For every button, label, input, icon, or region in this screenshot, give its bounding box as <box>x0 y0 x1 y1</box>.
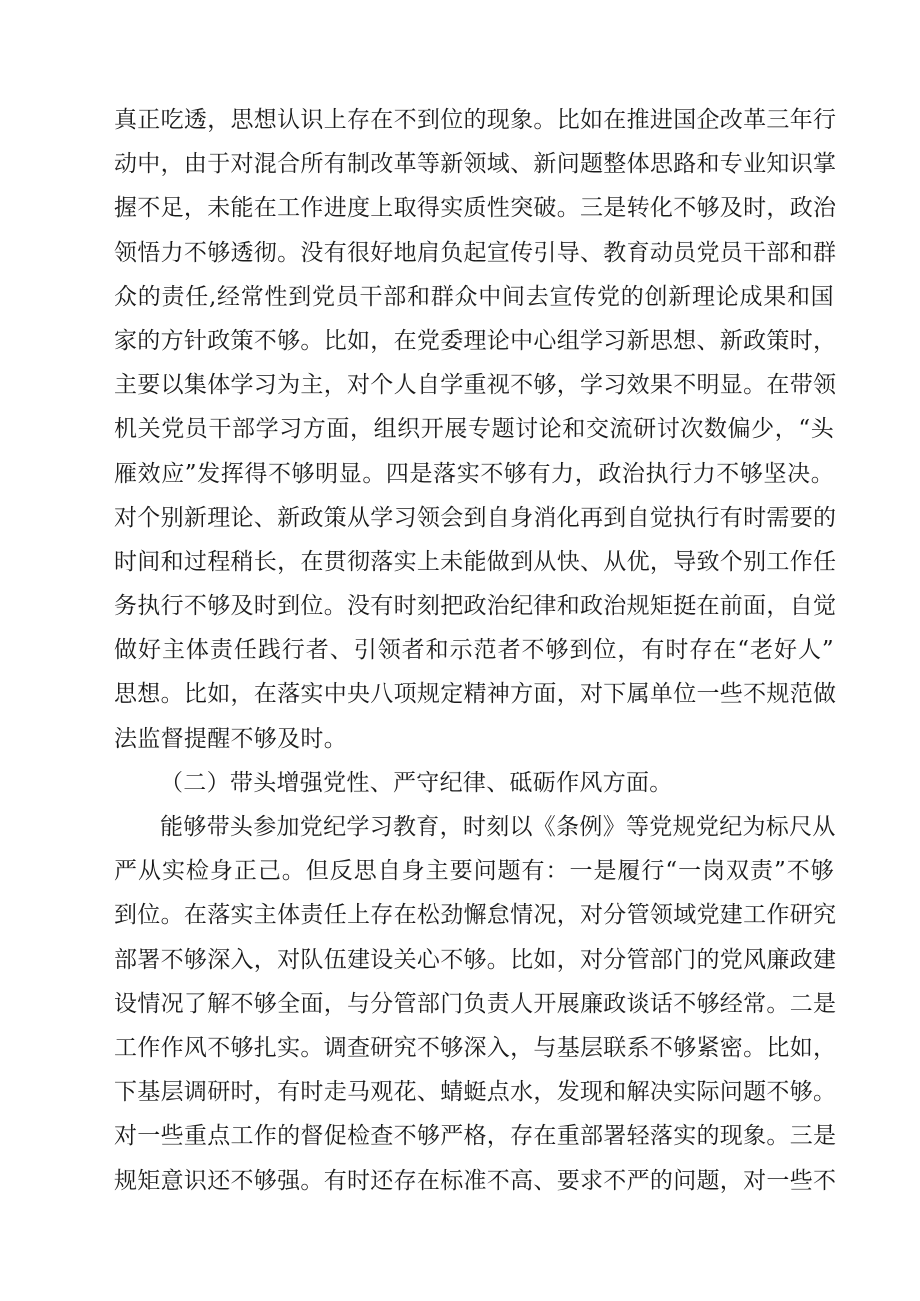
text-line: 对个别新理论、新政策从学习领会到自身消化再到自觉执行有时需要的 <box>114 504 837 531</box>
document-body <box>114 98 837 1203</box>
text-line: 真正吃透，思想认识上存在不到位的现象。比如在推进国企改革三年行 <box>114 107 837 133</box>
text-line: 家的方针政策不够。比如，在党委理论中心组学习新思想、新政策时， <box>114 327 837 354</box>
text-line: 到位。在落实主体责任上存在松劲懈怠情况，对分管领域党建工作研究 <box>114 902 837 929</box>
section-heading: （二）带头增强党性、严守纪律、砥砺作风方面。 <box>160 769 673 796</box>
text-line: 握不足，未能在工作进度上取得实质性突破。三是转化不够及时，政治 <box>114 195 837 222</box>
paragraph-first-line: 能够带头参加党纪学习教育，时刻以《条例》等党规党纪为标尺从 <box>160 814 836 840</box>
text-line: 工作作风不够扎实。调查研究不够深入，与基层联系不够紧密。比如， <box>114 1034 837 1061</box>
text-line: 动中，由于对混合所有制改革等新领域、新问题整体思路和专业知识掌 <box>114 151 837 178</box>
text-line: 下基层调研时，有时走马观花、蜻蜓点水，发现和解决实际问题不够。 <box>114 1079 837 1106</box>
text-line: 思想。比如，在落实中央八项规定精神方面，对下属单位一些不规范做 <box>114 681 837 708</box>
text-line: 法监督提醒不够及时。 <box>114 725 347 752</box>
text-line: 雁效应”发挥得不够明显。四是落实不够有力，政治执行力不够坚决。 <box>114 460 834 487</box>
text-line: 规矩意识还不够强。有时还存在标准不高、要求不严的问题，对一些不 <box>114 1167 837 1194</box>
text-line: 时间和过程稍长，在贯彻落实上未能做到从快、从优，导致个别工作任 <box>114 548 837 575</box>
text-line: 部署不够深入，对队伍建设关心不够。比如，对分管部门的党风廉政建 <box>114 946 837 973</box>
text-line: 主要以集体学习为主，对个人自学重视不够，学习效果不明显。在带领 <box>114 372 837 399</box>
text-line: 严从实检身正己。但反思自身主要问题有：一是履行“一岗双责”不够 <box>114 858 834 885</box>
text-line: 务执行不够及时到位。没有时刻把政治纪律和政治规矩挺在前面，自觉 <box>114 593 837 620</box>
text-line: 做好主体责任践行者、引领者和示范者不够到位，有时存在“老好人” <box>114 637 834 664</box>
text-line: 众的责任,经常性到党员干部和群众中间去宣传党的创新理论成果和国 <box>114 283 834 310</box>
text-line: 领悟力不够透彻。没有很好地肩负起宣传引导、教育动员党员干部和群 <box>114 239 837 266</box>
text-line: 设情况了解不够全面，与分管部门负责人开展廉政谈话不够经常。二是 <box>114 990 837 1017</box>
text-line: 对一些重点工作的督促检查不够严格，存在重部署轻落实的现象。三是 <box>114 1123 837 1150</box>
text-line: 机关党员干部学习方面，组织开展专题讨论和交流研讨次数偏少，“头 <box>114 416 834 443</box>
